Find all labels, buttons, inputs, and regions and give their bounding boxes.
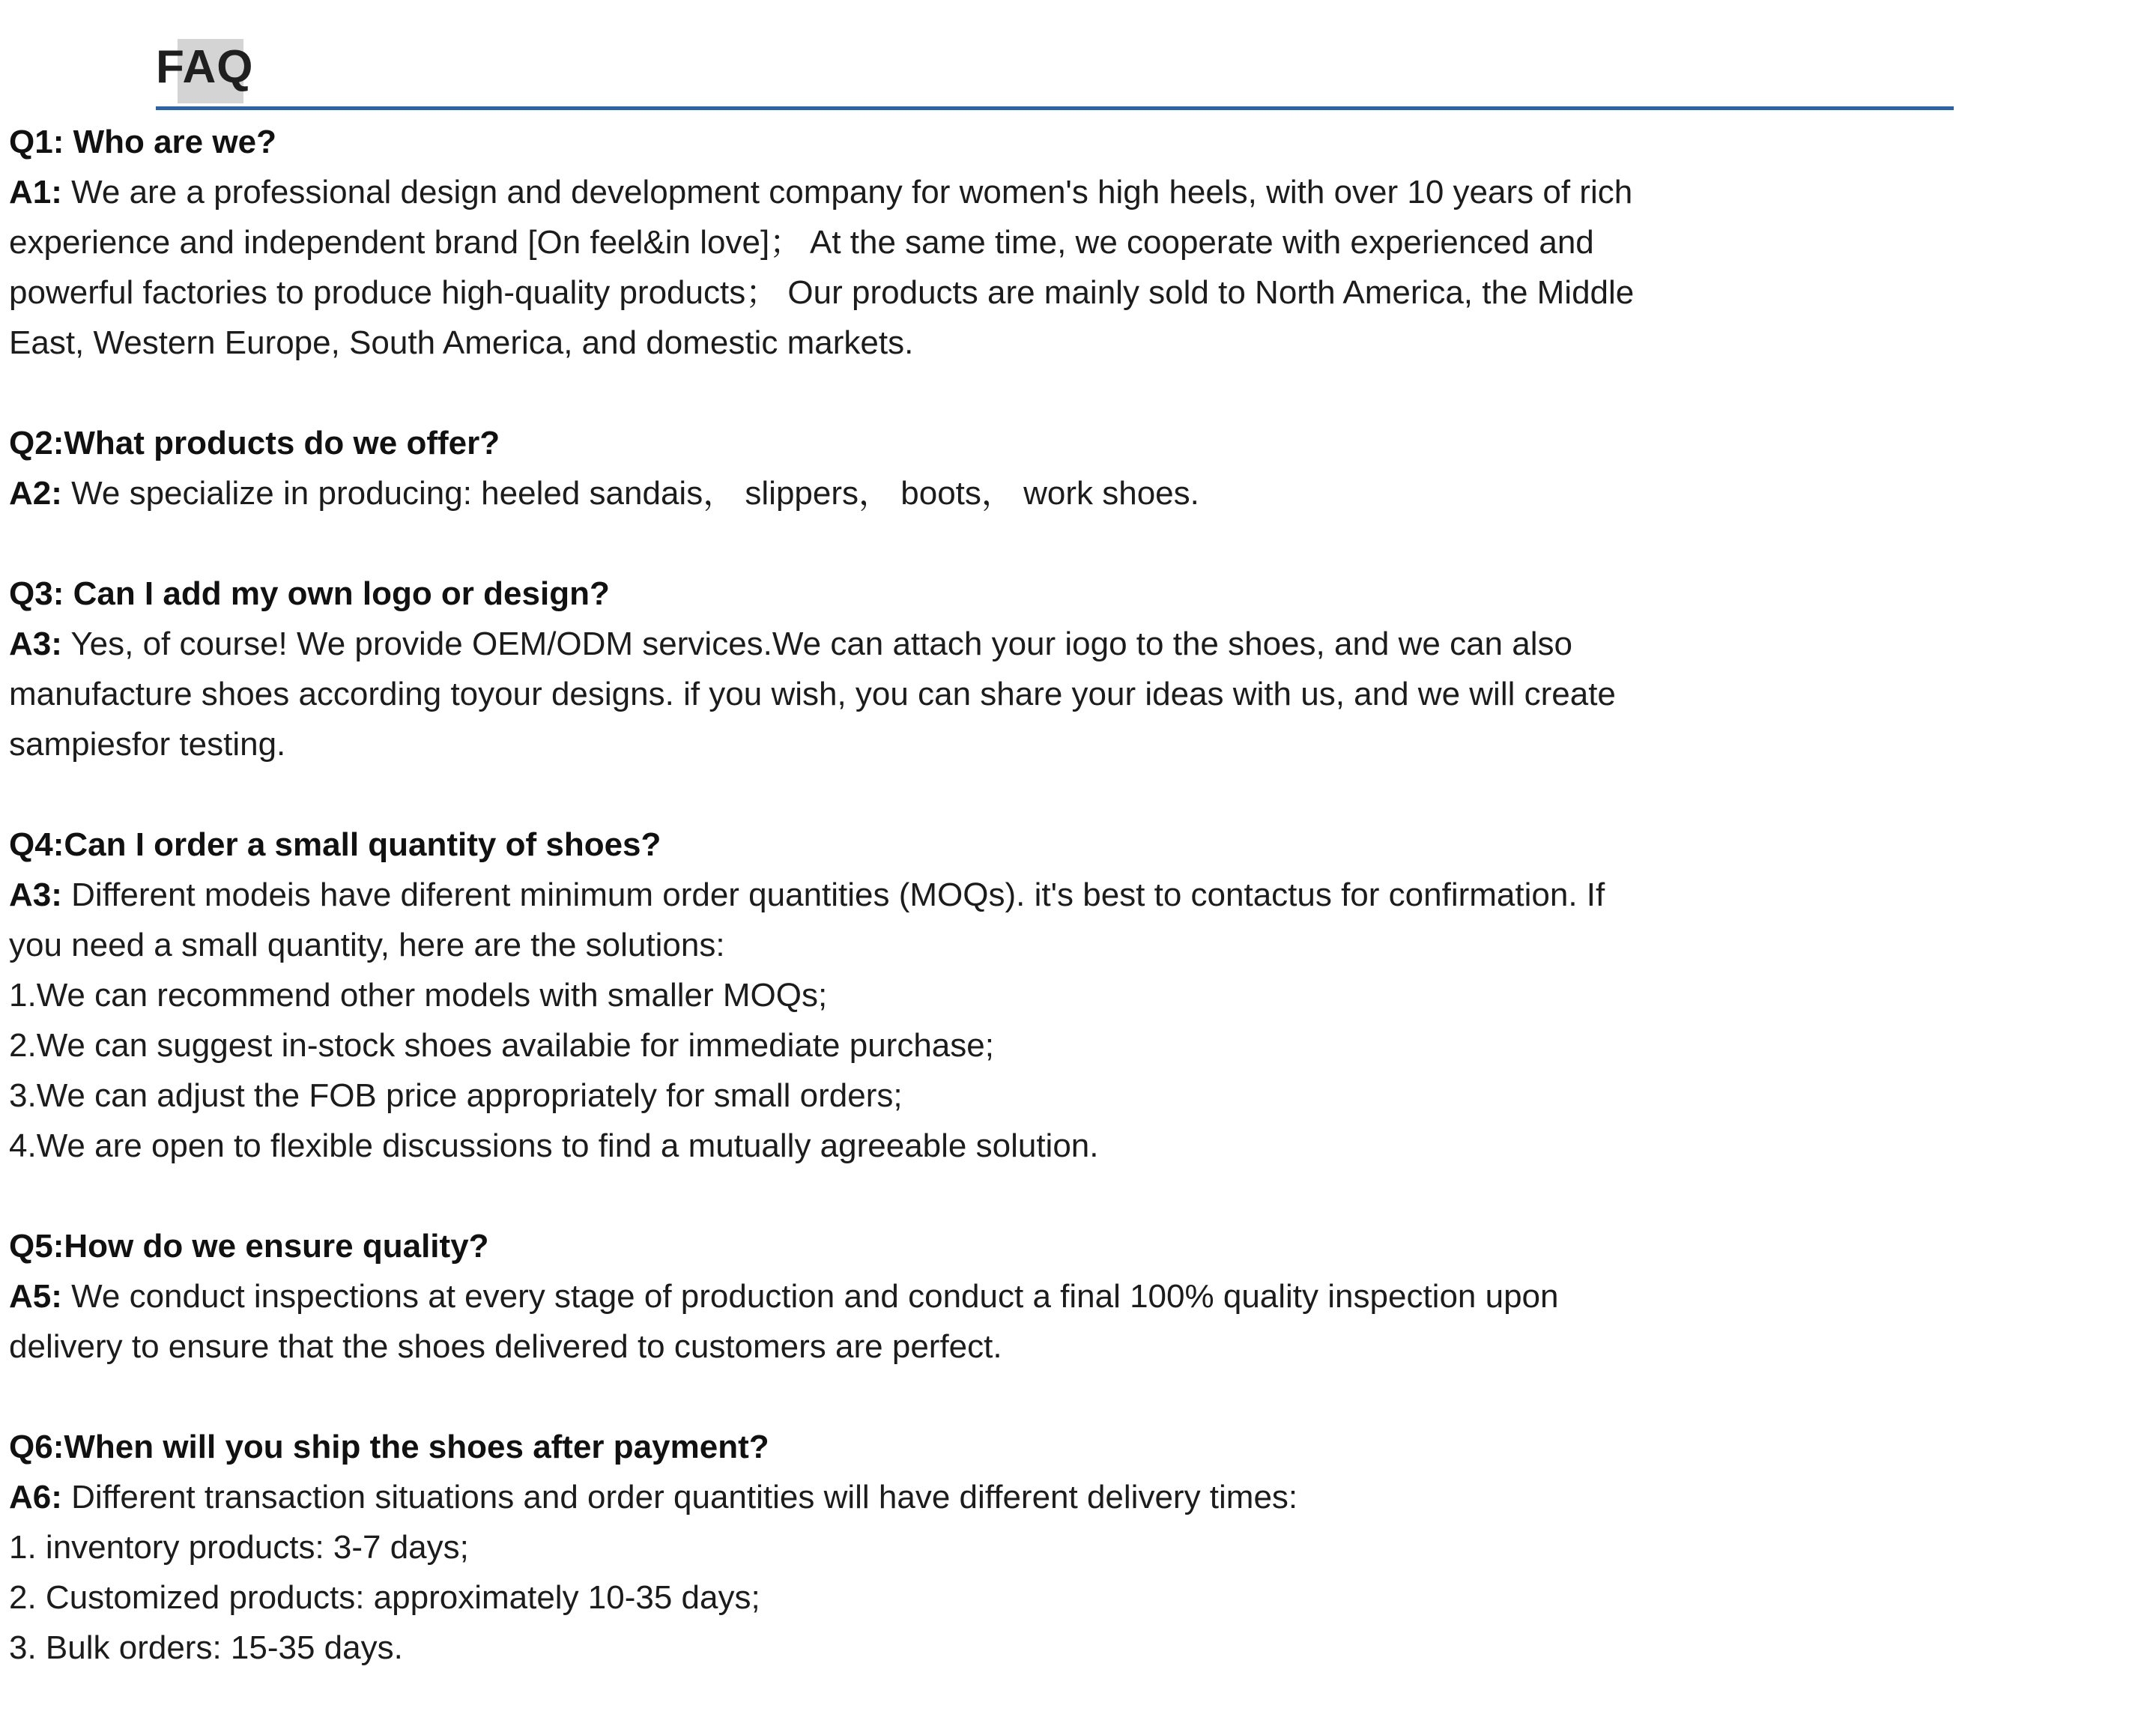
- faq-answer-text: delivery to ensure that the shoes delivered to customers are perfect.: [9, 1328, 1002, 1365]
- faq-answer-text: Different modeis have diferent minimum order quantities (MOQs). it's best to contactus for confirmation. If: [71, 876, 1605, 913]
- faq-item: [9, 569, 1807, 769]
- faq-answer-text: Yes, of course! We provide OEM/ODM services.We can attach your iogo to the shoes, and we can also: [70, 626, 1572, 662]
- faq-answer-line: [9, 669, 1807, 719]
- faq-answer-label: A1:: [9, 174, 62, 211]
- faq-answer-line: [9, 318, 1807, 368]
- faq-answer-line: [9, 1472, 1807, 1522]
- faq-answer-text: We are a professional design and development company for women's high heels, with over 10 years of rich: [71, 174, 1633, 211]
- faq-list-item: 3.We can adjust the FOB price appropriately for small orders;: [9, 1077, 903, 1114]
- faq-answer-line: [9, 217, 1807, 267]
- faq-item: [9, 117, 1807, 368]
- page-title: FAQ: [156, 41, 254, 93]
- faq-section: [156, 30, 1954, 110]
- faq-question: Q3: Can I add my own logo or design?: [9, 575, 610, 612]
- faq-list-item: 2.We can suggest in-stock shoes availabie for immediate purchase;: [9, 1027, 994, 1064]
- faq-list-item: 1.We can recommend other models with smaller MOQs;: [9, 977, 828, 1014]
- faq-answer-label: A6:: [9, 1479, 62, 1515]
- faq-answer-line: [9, 267, 1807, 318]
- faq-answer-label: A2:: [9, 475, 62, 512]
- faq-answer-text: you need a small quantity, here are the solutions:: [9, 927, 725, 963]
- faq-answer-label: A3:: [9, 626, 62, 662]
- faq-answer-line: [9, 870, 1807, 920]
- faq-answer-text: sampiesfor testing.: [9, 726, 286, 763]
- faq-question: Q5:How do we ensure quality?: [9, 1228, 489, 1265]
- faq-answer-line: [9, 719, 1807, 769]
- faq-header: [156, 30, 1954, 110]
- faq-list: [9, 117, 1807, 1723]
- faq-answer-line: [9, 1321, 1807, 1372]
- faq-answer-text: We conduct inspections at every stage of production and conduct a final 100% quality inspection upon: [71, 1278, 1559, 1315]
- faq-title: [156, 37, 253, 97]
- faq-question: Q1: Who are we?: [9, 124, 276, 160]
- faq-answer-text: We specialize in producing: heeled sandais， slippers， boots， work shoes.: [71, 475, 1199, 512]
- faq-answer-label: A5:: [9, 1278, 62, 1315]
- faq-answer-line: [9, 920, 1807, 970]
- faq-list-item: 1. inventory products: 3-7 days;: [9, 1529, 469, 1566]
- faq-list-item: 3. Bulk orders: 15-35 days.: [9, 1629, 403, 1666]
- faq-answer-text: Different transaction situations and order quantities will have different delivery times:: [71, 1479, 1298, 1515]
- faq-item: [9, 820, 1807, 1171]
- faq-list-item: 2. Customized products: approximately 10-35 days;: [9, 1579, 760, 1616]
- faq-answer-label: A3:: [9, 876, 62, 913]
- faq-answer-line: [9, 619, 1807, 669]
- faq-item: [9, 1422, 1807, 1673]
- faq-question: Q2:What products do we offer?: [9, 425, 500, 461]
- faq-question: Q4:Can I order a small quantity of shoes?: [9, 826, 661, 863]
- faq-item: [9, 1221, 1807, 1372]
- faq-item: [9, 418, 1807, 518]
- faq-question: Q6:When will you ship the shoes after payment?: [9, 1429, 769, 1465]
- faq-list-item: 4.We are open to flexible discussions to find a mutually agreeable solution.: [9, 1127, 1099, 1164]
- faq-answer-line: [9, 468, 1807, 518]
- faq-answer-text: manufacture shoes according toyour designs. if you wish, you can share your ideas with us, and we will create: [9, 676, 1616, 712]
- faq-answer-text: East, Western Europe, South America, and domestic markets.: [9, 324, 914, 361]
- faq-answer-line: [9, 167, 1807, 217]
- faq-answer-text: experience and independent brand [On feel&in love]； At the same time, we cooperate with experienced and: [9, 224, 1594, 261]
- faq-answer-text: powerful factories to produce high-quality products； Our products are mainly sold to North America, the Middle: [9, 274, 1635, 311]
- faq-answer-line: [9, 1271, 1807, 1321]
